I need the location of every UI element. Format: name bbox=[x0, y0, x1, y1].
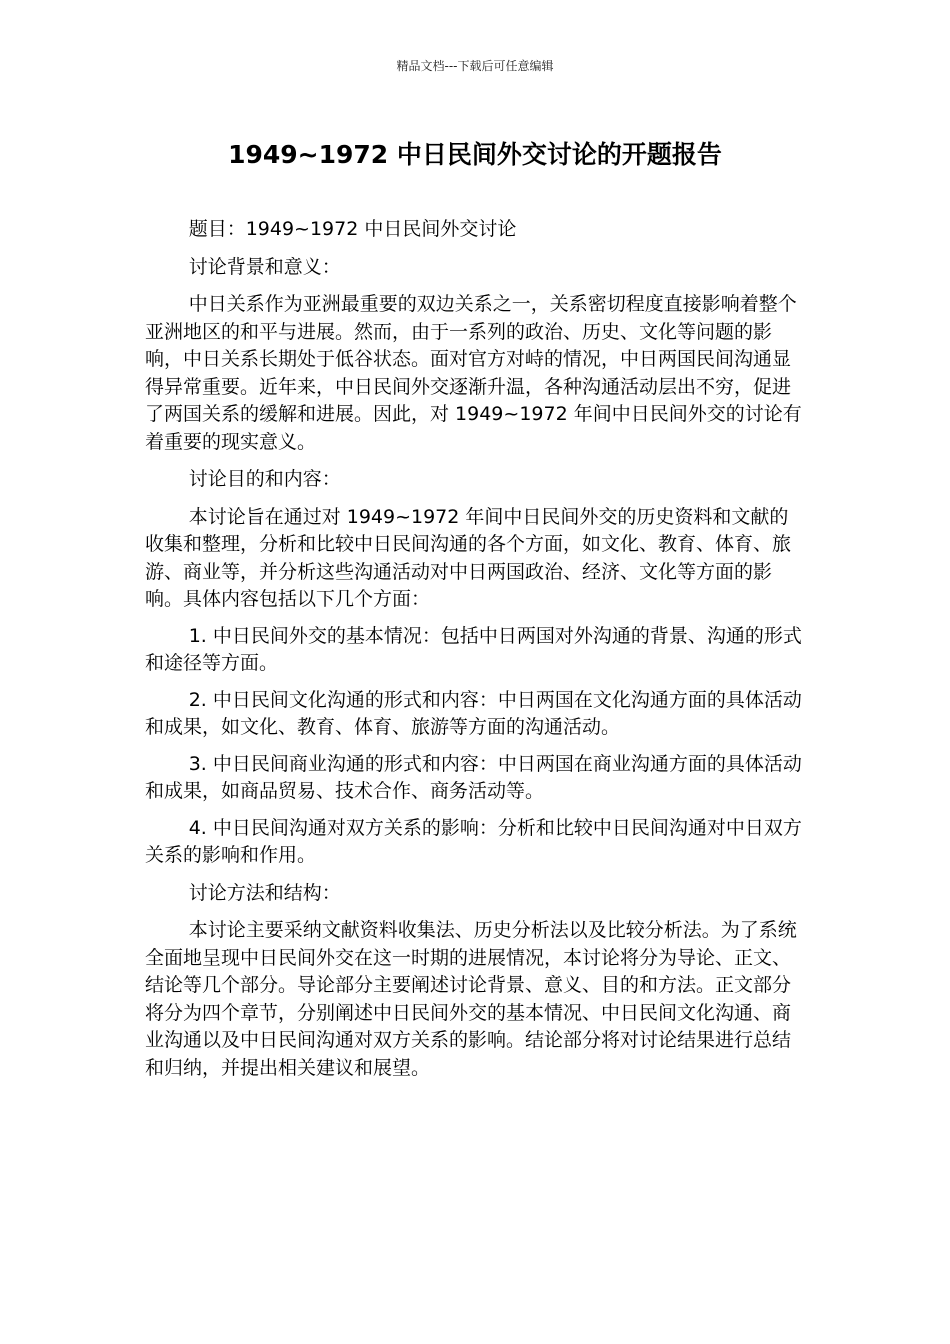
paragraph-background: 中日关系作为亚洲最重要的双边关系之一，关系密切程度直接影响着整个亚洲地区的和平与进展。然而，由于一系列的政治、历史、文化等问题的影响，中日关系长期处于低谷状态。面对官方对峙的情况，中日两国民间沟通显得异常重要。近年来，中日民间外交逐渐升温，各种沟通活动层出不穷，促进了两国关系的缓解和进展。因此，对 1949~1972 年间中日民间外交的讨论有着重要的现实意义。 bbox=[145, 293, 802, 453]
list-item-4: 4. 中日民间沟通对双方关系的影响：分析和比较中日民间沟通对中日双方关系的影响和作用。 bbox=[145, 816, 802, 866]
topic-line: 题目：1949~1972 中日民间外交讨论 bbox=[188, 218, 517, 240]
header-note: 精品文档---下载后可任意编辑 bbox=[396, 59, 554, 73]
paragraph-purpose: 本讨论旨在通过对 1949~1972 年间中日民间外交的历史资料和文献的收集和整理，分析和比较中日民间沟通的各个方面，如文化、教育、体育、旅游、商业等，并分析这些沟通活动对中日两国政治、经济、文化等方面的影响。具体内容包括以下几个方面： bbox=[145, 505, 792, 610]
document-body bbox=[145, 216, 805, 1082]
section-heading-method: 讨论方法和结构： bbox=[188, 881, 341, 904]
section-heading-purpose: 讨论目的和内容： bbox=[188, 468, 341, 490]
section-heading-background: 讨论背景和意义： bbox=[188, 255, 341, 278]
paragraph-method: 本讨论主要采纳文献资料收集法、历史分析法以及比较分析法。为了系统全面地呈现中日民间外交在这一时期的进展情况，本讨论将分为导论、正文、结论等几个部分。导论部分主要阐述讨论背景、意义、目的和方法。正文部分将分为四个章节，分别阐述中日民间外交的基本情况、中日民间文化沟通、商业沟通以及中日民间沟通对双方关系的影响。结论部分将对讨论结果进行总结和归纳，并提出相关建议和展望。 bbox=[145, 919, 797, 1079]
list-item-2: 2. 中日民间文化沟通的形式和内容：中日两国在文化沟通方面的具体活动和成果，如文化、教育、体育、旅游等方面的沟通活动。 bbox=[145, 688, 802, 738]
list-item-1: 1. 中日民间外交的基本情况：包括中日两国对外沟通的背景、沟通的形式和途径等方面。 bbox=[145, 624, 802, 674]
list-item-3: 3. 中日民间商业沟通的形式和内容：中日两国在商业沟通方面的具体活动和成果，如商品贸易、技术合作、商务活动等。 bbox=[145, 752, 802, 802]
document-title: 1949~1972 中日民间外交讨论的开题报告 bbox=[228, 140, 722, 169]
